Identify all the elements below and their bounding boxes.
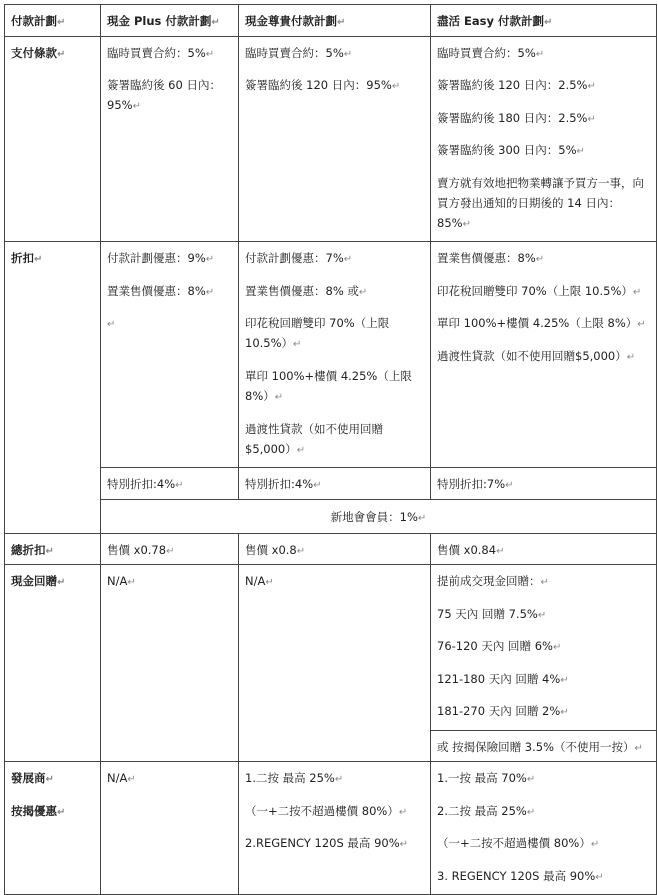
cell-line: 置業售價優惠：8%↵ [437,251,545,266]
cell-line: 簽署臨約後 60 日內：95%↵ [107,78,221,113]
discount-easy [431,242,657,468]
cell-line: 賣方就有效地把物業轉讓予買方一事，向買方發出通知的日期後的 14 日內：85%↵ [437,175,644,230]
header-cash-premium: 現金尊貴付款計劃↵ [239,5,431,37]
cell-line: 臨時買賣合約：5%↵ [245,45,353,60]
cell-line: 75 天內 回贈 7.5%↵ [437,606,547,621]
cell-line: 付款計劃優惠：9%↵ [107,251,215,266]
cashback-easy [431,565,657,731]
developer-mortgage-label [5,762,101,895]
cell-line: 簽署臨約後 120 日內：2.5%↵ [437,78,596,92]
cell-line: 印花稅回贈雙印 70%（上限 10.5%）↵ [437,283,642,298]
special-discount-cash-plus: 特別折扣:4%↵ [101,468,239,500]
cell-line: （一+二按不超過樓價 80%）↵ [245,803,408,818]
cell-line: 單印 100%+樓價 4.25%（上限 8%）↵ [245,368,412,403]
discount-row [5,242,657,468]
cell-line: 臨時買賣合約：5%↵ [437,45,545,60]
discount-cash-plus [101,242,239,468]
discount-cash-premium [239,242,431,468]
cell-line: 臨時買賣合約：5%↵ [107,45,215,60]
cell-line: 置業售價優惠：8%↵ [107,283,215,298]
header-plan: 付款計劃↵ [5,5,101,37]
cell-line: 簽署臨約後 120 日內：95%↵ [245,78,401,92]
special-discount-row [5,468,657,500]
header-easy: 盡活 Easy 付款計劃↵ [431,5,657,37]
cell-line: ↵ [107,319,116,331]
special-discount-cash-premium: 特別折扣:4%↵ [239,468,431,500]
cashback-insurance: 或 按揭保險回贈 3.5%（不使用一按）↵ [431,730,657,762]
cell-line: 121-180 天內 回贈 4%↵ [437,671,569,686]
developer-mortgage-cash-premium [239,762,431,895]
developer-mortgage-easy [431,762,657,895]
cell-line: 提前成交現金回贈：↵ [437,574,549,589]
total-discount-cash-plus: 售價 x0.78↵ [101,533,239,565]
payment-terms-easy [431,36,657,242]
cell-line: 3. REGENCY 120S 最高 90%↵ [437,868,604,883]
payment-terms-row [5,36,657,242]
member-discount-row [5,499,657,533]
cell-line: 1.一按 最高 70%↵ [437,771,536,786]
discount-label: 折扣↵ [5,242,101,533]
cashback-label: 現金回贈↵ [5,565,101,762]
payment-terms-cash-premium [239,36,431,242]
payment-terms-label: 支付條款↵ [5,36,101,242]
total-discount-cash-premium: 售價 x0.8↵ [239,533,431,565]
developer-mortgage-row [5,762,657,895]
header-cash-plus: 現金 Plus 付款計劃↵ [101,5,239,37]
header-row [5,5,657,37]
cell-line: 單印 100%+樓價 4.25%（上限 8%）↵ [437,316,646,331]
cashback-cash-premium: N/A↵ [239,565,431,762]
cashback-row [5,565,657,731]
total-discount-label: 總折扣↵ [5,533,101,565]
cell-line: 發展商↵ [11,771,54,786]
cell-line: 2.二按 最高 25%↵ [437,803,536,818]
member-discount: 新地會會員：1%↵ [101,499,657,533]
cell-line: 置業售價優惠：8% 或↵ [245,283,368,298]
developer-mortgage-cash-plus: N/A↵ [101,762,239,895]
cell-line: 過渡性貸款（如不使用回贈$5,000）↵ [437,348,636,363]
cell-line: 181-270 天內 回贈 2%↵ [437,704,569,719]
cell-line: 2.REGENCY 120S 最高 90%↵ [245,836,409,851]
cell-line: 付款計劃優惠：7%↵ [245,251,353,266]
special-discount-easy: 特別折扣:7%↵ [431,468,657,500]
cell-line: 簽署臨約後 300 日內：5%↵ [437,143,585,157]
payment-plan-table [4,4,657,895]
total-discount-row [5,533,657,565]
payment-terms-cash-plus [101,36,239,242]
cell-line: （一+二按不超過樓價 80%）↵ [437,836,600,851]
cashback-cash-plus: N/A↵ [101,565,239,762]
cell-line: 76-120 天內 回贈 6%↵ [437,639,562,654]
cell-line: 印花稅回贈雙印 70%（上限 10.5%）↵ [245,316,390,351]
total-discount-easy: 售價 x0.84↵ [431,533,657,565]
cell-line: 按揭優惠↵ [11,803,66,818]
cell-line: 簽署臨約後 180 日內：2.5%↵ [437,110,596,125]
cell-line: 過渡性貸款（如不使用回贈 $5,000）↵ [245,421,383,456]
cell-line: 1.二按 最高 25%↵ [245,771,344,786]
